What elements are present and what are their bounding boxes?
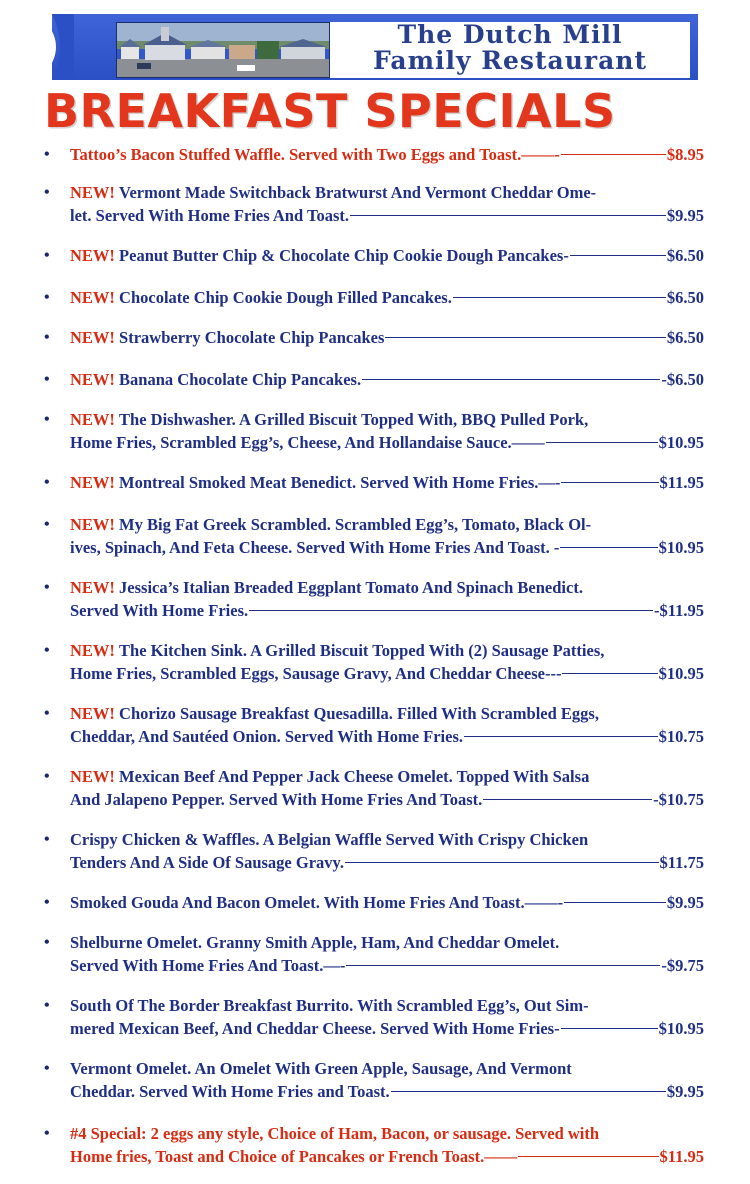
- price-leader-line: [362, 379, 660, 380]
- menu-item-description: Home fries, Toast and Choice of Pancakes or French Toast.——: [70, 1147, 518, 1166]
- menu-item-line: [70, 851, 704, 874]
- menu-item-line: [70, 244, 704, 267]
- menu-item-price: $11.95: [659, 1147, 704, 1166]
- menu-item-text: [70, 513, 704, 559]
- menu-item-line: [70, 1080, 704, 1103]
- bullet-icon: •: [44, 768, 50, 785]
- bullet-icon: •: [44, 516, 50, 533]
- new-badge: NEW!: [70, 704, 120, 723]
- bullet-icon: •: [44, 247, 50, 264]
- menu-item-description: Tenders And A Side Of Sausage Gravy.: [70, 853, 344, 872]
- menu-item-line: [70, 1057, 704, 1080]
- menu-item-price: $8.95: [666, 145, 704, 164]
- menu-item-description: let. Served With Home Fries And Toast.: [70, 206, 349, 225]
- menu-item-text: [70, 143, 704, 166]
- new-badge: NEW!: [70, 288, 120, 307]
- price-leader-line: [464, 736, 658, 737]
- menu-item-text: [70, 181, 704, 227]
- menu-item-line: [70, 725, 704, 748]
- menu-item-price: $6.50: [666, 288, 704, 307]
- menu-item-description: And Jalapeno Pepper. Served With Home Fries And Toast.: [70, 790, 483, 809]
- bullet-icon: •: [44, 894, 50, 911]
- menu-item-line: [70, 1122, 704, 1145]
- price-leader-line: [570, 255, 666, 256]
- menu-item-line: [70, 828, 704, 851]
- price-leader-line: [346, 965, 660, 966]
- menu-item-text: [70, 368, 704, 391]
- menu-item-price: $6.50: [666, 328, 704, 347]
- price-leader-line: [391, 1091, 666, 1092]
- bullet-icon: •: [44, 831, 50, 848]
- bullet-icon: •: [44, 997, 50, 1014]
- menu-item-description: Vermont Made Switchback Bratwurst And Vermont Cheddar Ome-: [119, 183, 597, 202]
- new-badge: NEW!: [70, 183, 120, 202]
- menu-item-price: $11.75: [659, 853, 704, 872]
- menu-item-description: The Dishwasher. A Grilled Biscuit Topped With, BBQ Pulled Pork,: [119, 410, 589, 429]
- menu-item-description: Mexican Beef And Pepper Jack Cheese Omelet. Topped With Salsa: [119, 767, 590, 786]
- menu-item-price: $10.95: [658, 664, 704, 683]
- menu-item-description: ives, Spinach, And Feta Cheese. Served With Home Fries And Toast. -: [70, 538, 560, 557]
- menu-item-description: My Big Fat Greek Scrambled. Scrambled Egg’s, Tomato, Black Ol-: [119, 515, 592, 534]
- menu-item-description: Tattoo’s Bacon Stuffed Waffle. Served with Two Eggs and Toast.——-: [70, 145, 560, 164]
- menu-item-price: -$10.75: [653, 790, 704, 809]
- menu-item-description: The Kitchen Sink. A Grilled Biscuit Topped With (2) Sausage Patties,: [119, 641, 605, 660]
- banner-arrow-graphic: [40, 14, 74, 80]
- menu-item-description: #4 Special: 2 eggs any style, Choice of Ham, Bacon, or sausage. Served with: [70, 1124, 600, 1143]
- price-leader-line: [385, 337, 665, 338]
- menu-item-text: [70, 639, 704, 685]
- menu-item-line: [70, 576, 704, 599]
- menu-item-price: $10.95: [658, 538, 704, 557]
- menu-item-price: -$11.95: [654, 601, 704, 620]
- bullet-icon: •: [44, 705, 50, 722]
- new-badge: NEW!: [70, 641, 120, 660]
- menu-item-description: Cheddar, And Sautéed Onion. Served With Home Fries.: [70, 727, 463, 746]
- menu-item-text: [70, 891, 704, 914]
- menu-item-price: $10.95: [658, 433, 704, 452]
- menu-item-line: [70, 431, 704, 454]
- price-leader-line: [345, 862, 659, 863]
- menu-item-description: Peanut Butter Chip & Chocolate Chip Cookie Dough Pancakes-: [119, 246, 569, 265]
- menu-item-text: [70, 765, 704, 811]
- menu-item-line: [70, 954, 704, 977]
- price-leader-line: [518, 1156, 658, 1157]
- new-badge: NEW!: [70, 767, 120, 786]
- menu-item-description: Home Fries, Scrambled Egg’s, Cheese, And Hollandaise Sauce.——: [70, 433, 545, 452]
- new-badge: NEW!: [70, 246, 120, 265]
- menu-item-text: [70, 994, 704, 1040]
- menu-item-line: [70, 1017, 704, 1040]
- menu-item-description: Vermont Omelet. An Omelet With Green Apple, Sausage, And Vermont: [70, 1059, 572, 1078]
- menu-item-price: $10.75: [658, 727, 704, 746]
- bullet-icon: •: [44, 1125, 50, 1142]
- restaurant-banner: [40, 14, 698, 80]
- menu-item-line: [70, 702, 704, 725]
- menu-item-line: [70, 408, 704, 431]
- new-badge: NEW!: [70, 578, 120, 597]
- restaurant-name: The Dutch Mill: [397, 20, 623, 49]
- price-leader-line: [560, 547, 657, 548]
- menu-item-line: [70, 639, 704, 662]
- restaurant-subtitle: Family Restaurant: [372, 46, 648, 75]
- new-badge: NEW!: [70, 328, 120, 347]
- menu-item-text: [70, 244, 704, 267]
- bullet-icon: •: [44, 184, 50, 201]
- menu-item-description: Served With Home Fries And Toast.—-: [70, 956, 346, 975]
- menu-item-line: [70, 181, 704, 204]
- menu-item-line: [70, 1145, 704, 1168]
- price-leader-line: [562, 673, 657, 674]
- menu-item-text: [70, 1057, 704, 1103]
- menu-item-price: $6.50: [666, 246, 704, 265]
- menu-item-text: [70, 931, 704, 977]
- menu-item-price: -$6.50: [661, 370, 704, 389]
- page-title: BREAKFAST SPECIALS: [44, 84, 616, 138]
- menu-item-price: $9.95: [666, 206, 704, 225]
- price-leader-line: [249, 610, 653, 611]
- price-leader-line: [561, 154, 666, 155]
- bullet-icon: •: [44, 289, 50, 306]
- menu-item-price: $11.95: [659, 473, 704, 492]
- menu-item-description: Smoked Gouda And Bacon Omelet. With Home Fries And Toast.——-: [70, 893, 564, 912]
- menu-item-description: mered Mexican Beef, And Cheddar Cheese. Served With Home Fries-: [70, 1019, 560, 1038]
- menu-item-description: South Of The Border Breakfast Burrito. With Scrambled Egg’s, Out Sim-: [70, 996, 589, 1015]
- menu-item-price: $9.95: [666, 1082, 704, 1101]
- menu-item-price: $10.95: [658, 1019, 704, 1038]
- bullet-icon: •: [44, 474, 50, 491]
- menu-item-line: [70, 891, 704, 914]
- price-leader-line: [453, 297, 666, 298]
- menu-item-line: [70, 765, 704, 788]
- menu-item-description: Home Fries, Scrambled Eggs, Sausage Gravy, And Cheddar Cheese---: [70, 664, 562, 683]
- menu-item-description: Montreal Smoked Meat Benedict. Served With Home Fries.—-: [119, 473, 561, 492]
- menu-item-description: Crispy Chicken & Waffles. A Belgian Waffle Served With Crispy Chicken: [70, 830, 589, 849]
- menu-item-text: [70, 408, 704, 454]
- bullet-icon: •: [44, 371, 50, 388]
- price-leader-line: [564, 902, 666, 903]
- restaurant-photo: [116, 22, 330, 78]
- price-leader-line: [561, 482, 658, 483]
- menu-item-line: [70, 471, 704, 494]
- menu-item-description: Chocolate Chip Cookie Dough Filled Pancakes.: [119, 288, 452, 307]
- price-leader-line: [561, 1028, 658, 1029]
- menu-item-line: [70, 368, 704, 391]
- bullet-icon: •: [44, 934, 50, 951]
- menu-item-line: [70, 931, 704, 954]
- menu-item-line: [70, 513, 704, 536]
- menu-item-line: [70, 286, 704, 309]
- menu-item-line: [70, 662, 704, 685]
- bullet-icon: •: [44, 579, 50, 596]
- menu-item-description: Strawberry Chocolate Chip Pancakes: [119, 328, 385, 347]
- menu-item-text: [70, 286, 704, 309]
- price-leader-line: [350, 215, 666, 216]
- bullet-icon: •: [44, 642, 50, 659]
- new-badge: NEW!: [70, 370, 120, 389]
- menu-item-text: [70, 326, 704, 349]
- menu-item-description: Chorizo Sausage Breakfast Quesadilla. Filled With Scrambled Eggs,: [119, 704, 599, 723]
- menu-item-price: -$9.75: [661, 956, 704, 975]
- menu-item-line: [70, 536, 704, 559]
- menu-item-line: [70, 994, 704, 1017]
- menu-item-text: [70, 576, 704, 622]
- bullet-icon: •: [44, 1060, 50, 1077]
- menu-item-description: Jessica’s Italian Breaded Eggplant Tomato And Spinach Benedict.: [119, 578, 583, 597]
- menu-item-line: [70, 204, 704, 227]
- menu-item-text: [70, 1122, 704, 1168]
- menu-item-price: $9.95: [666, 893, 704, 912]
- menu-item-line: [70, 143, 704, 166]
- menu-item-description: Cheddar. Served With Home Fries and Toast.: [70, 1082, 390, 1101]
- menu-item-line: [70, 326, 704, 349]
- menu-item-line: [70, 788, 704, 811]
- menu-item-line: [70, 599, 704, 622]
- menu-item-description: Shelburne Omelet. Granny Smith Apple, Ham, And Cheddar Omelet.: [70, 933, 560, 952]
- menu-item-text: [70, 702, 704, 748]
- menu-item-text: [70, 828, 704, 874]
- menu-item-text: [70, 471, 704, 494]
- price-leader-line: [546, 442, 658, 443]
- bullet-icon: •: [44, 329, 50, 346]
- price-leader-line: [483, 799, 652, 800]
- new-badge: NEW!: [70, 515, 120, 534]
- menu-item-description: Banana Chocolate Chip Pancakes.: [119, 370, 362, 389]
- menu-item-description: Served With Home Fries.: [70, 601, 249, 620]
- bullet-icon: •: [44, 411, 50, 428]
- new-badge: NEW!: [70, 410, 120, 429]
- new-badge: NEW!: [70, 473, 120, 492]
- restaurant-title: [330, 22, 690, 78]
- bullet-icon: •: [44, 146, 50, 163]
